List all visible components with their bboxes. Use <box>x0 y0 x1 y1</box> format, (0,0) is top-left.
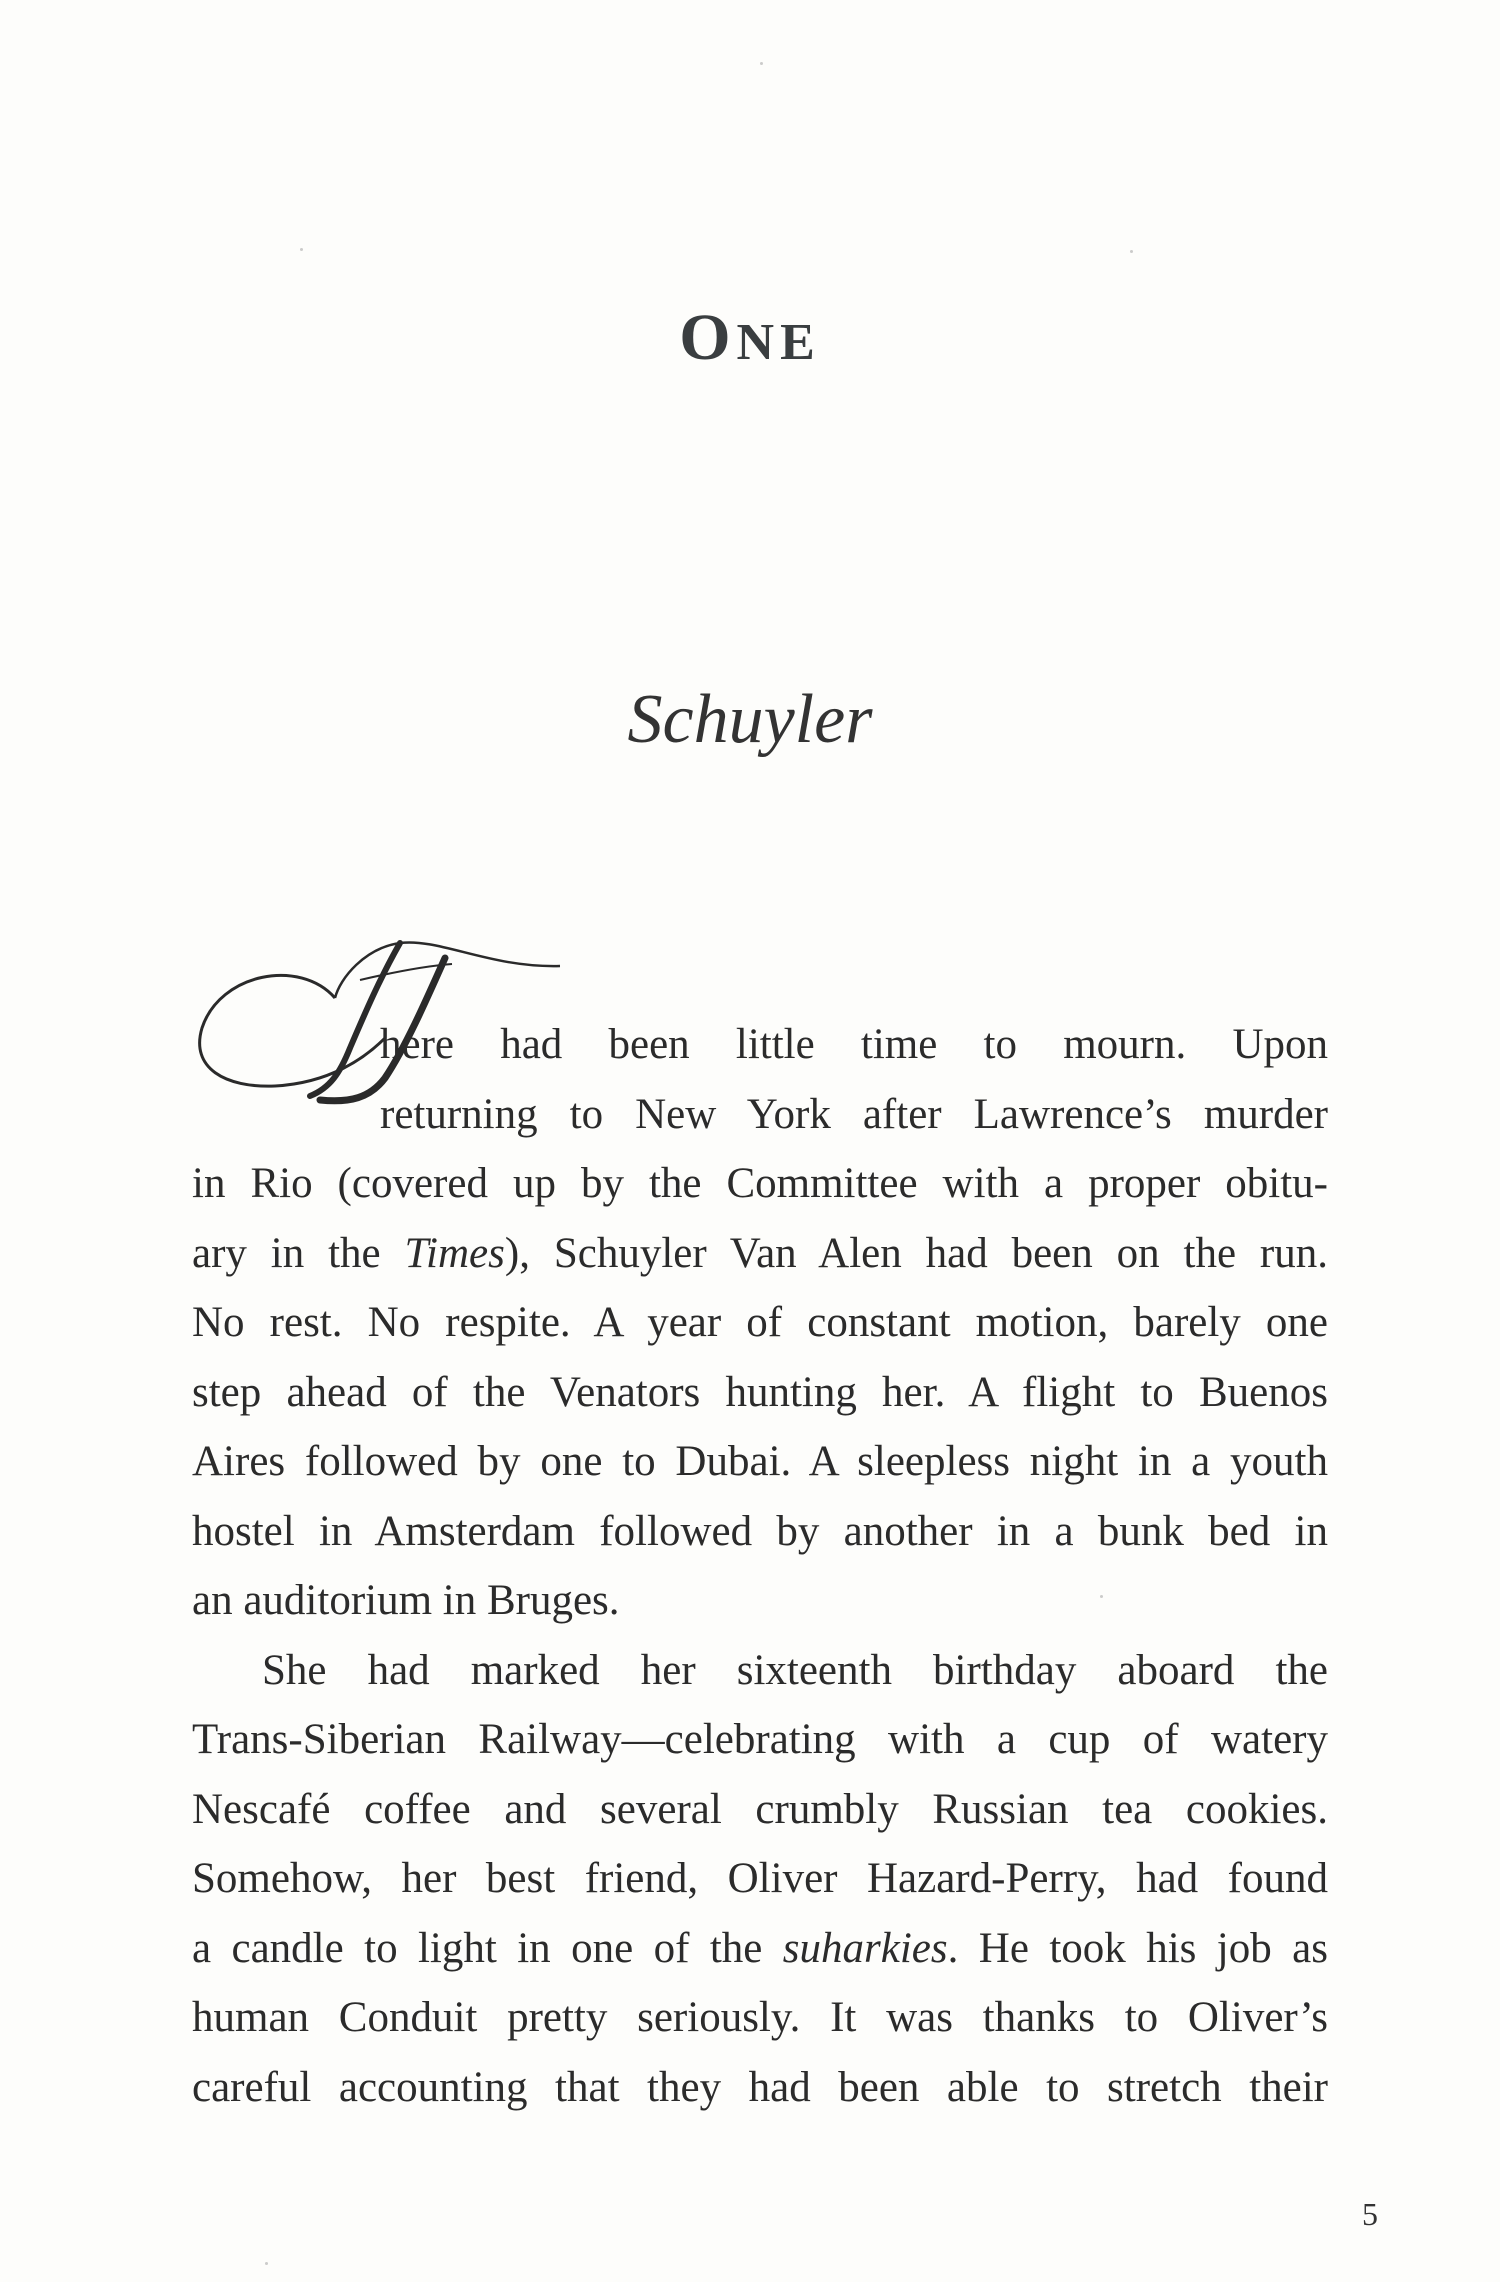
text-line <box>192 1219 1328 1289</box>
text-line: hostel in Amsterdam followed by another in a bunk bed in <box>192 1507 1328 1555</box>
text-line: Nescafé coffee and several crumbly Russian tea cookies. <box>192 1785 1328 1833</box>
text-line: Trans-Siberian Railway—celebrating with a cup of watery <box>192 1716 1328 1763</box>
text-line: step ahead of the Venators hunting her. A flight to Buenos <box>192 1368 1328 1416</box>
text-line: in Rio (covered up by the Committee with a proper obitu- <box>192 1160 1328 1207</box>
text-line: careful accounting that they had been able to stretch their <box>192 2063 1328 2111</box>
scan-speck <box>300 248 303 251</box>
scan-speck <box>265 2262 268 2265</box>
text-line: returning to New York after Lawrence’s murder <box>380 1090 1328 1138</box>
text-line: She had marked her sixteenth birthday aboard the <box>262 1646 1328 1694</box>
chapter-title: Schuyler <box>627 681 873 758</box>
body-text <box>192 1010 1328 2122</box>
text-line: an auditorium in Bruges. <box>192 1577 620 1624</box>
scan-speck <box>760 62 763 65</box>
italic-word-suharkies: suharkies <box>782 1924 948 1972</box>
text-line <box>192 1914 1328 1984</box>
scan-speck <box>1100 1595 1103 1598</box>
text-run: ary in the <box>192 1229 405 1277</box>
text-line: Somehow, her best friend, Oliver Hazard-Perry, had found <box>192 1855 1328 1902</box>
chapter-number-rest: NE <box>736 314 821 371</box>
text-run: ), Schuyler Van Alen had been on the run. <box>504 1229 1328 1277</box>
text-line: No rest. No respite. A year of constant motion, barely one <box>192 1299 1328 1346</box>
text-line: Aires followed by one to Dubai. A sleepless night in a youth <box>192 1438 1328 1485</box>
scan-speck <box>1130 250 1133 253</box>
chapter-number <box>0 300 1500 376</box>
text-line: human Conduit pretty seriously. It was thanks to Oliver’s <box>192 1994 1328 2041</box>
text-run: a candle to light in one of the <box>192 1924 783 1972</box>
text-line: here had been little time to mourn. Upon <box>380 1021 1328 1068</box>
italic-title-times: Times <box>404 1229 505 1277</box>
text-run: . He took his job as <box>947 1924 1328 1972</box>
page-number: 5 <box>1362 2196 1378 2232</box>
chapter-number-initial: O <box>679 301 737 374</box>
